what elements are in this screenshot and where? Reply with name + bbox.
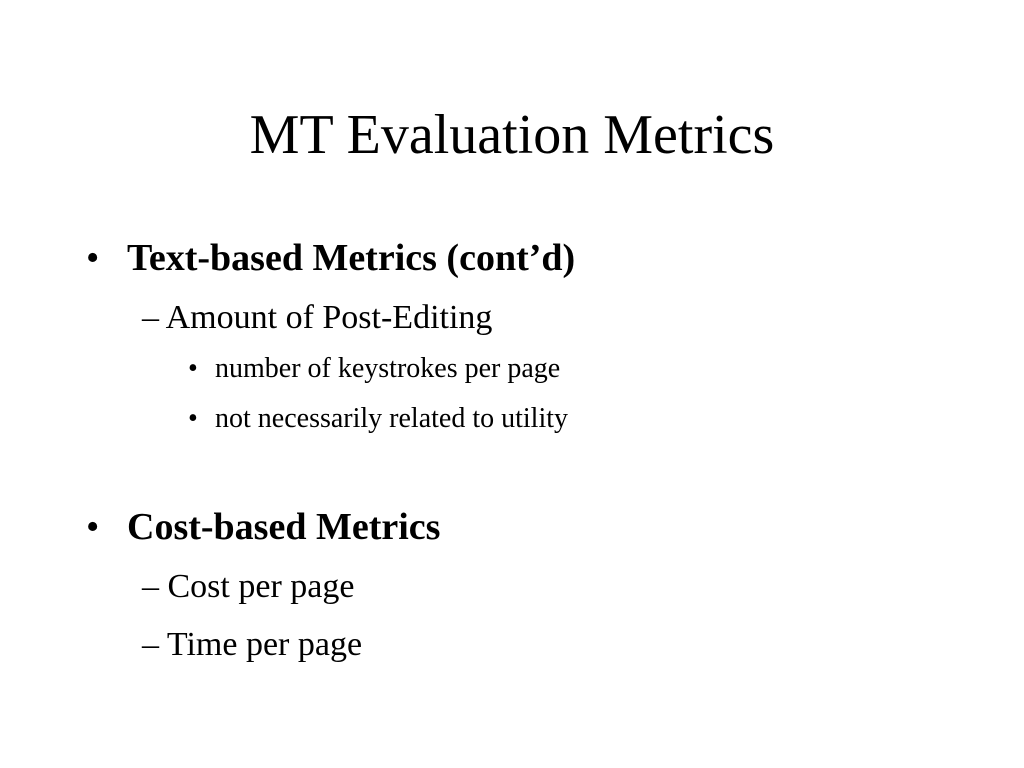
sub-sub-bullet-utility: not necessarily related to utility bbox=[215, 403, 569, 434]
sub-bullet-amount-of-post-editing: – Amount of Post-Editing bbox=[142, 299, 493, 336]
slide-title: MT Evaluation Metrics bbox=[249, 104, 775, 166]
bullet-marker: • bbox=[86, 237, 100, 279]
bullet-heading-text-based-metrics: Text-based Metrics (cont’d) bbox=[127, 237, 576, 279]
bullet-marker: • bbox=[188, 403, 198, 434]
sub-bullet-time-per-page: – Time per page bbox=[142, 626, 363, 663]
sub-sub-bullet-keystrokes: number of keystrokes per page bbox=[215, 353, 561, 384]
bullet-marker: • bbox=[188, 353, 198, 384]
sub-bullet-cost-per-page: – Cost per page bbox=[142, 568, 355, 605]
bullet-marker: • bbox=[86, 506, 100, 548]
bullet-heading-cost-based-metrics: Cost-based Metrics bbox=[127, 506, 441, 548]
